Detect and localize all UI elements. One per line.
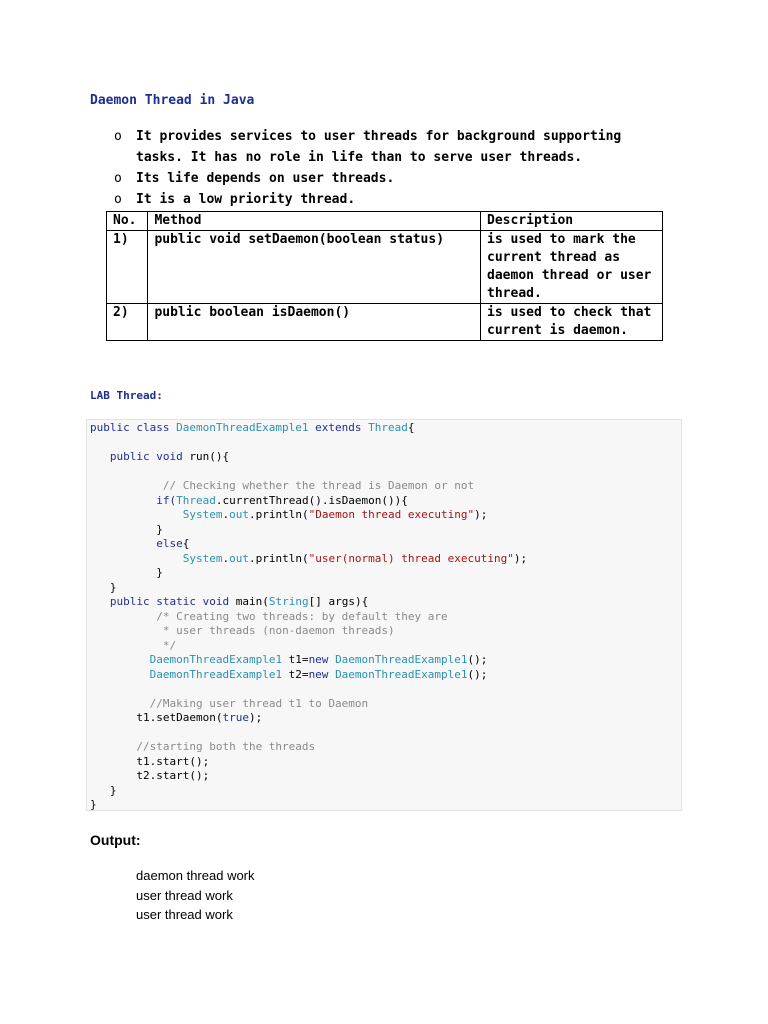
bullet-icon: o: [114, 192, 122, 207]
lab-heading: LAB Thread:: [90, 389, 163, 402]
bullet-icon: o: [114, 129, 122, 144]
cell-method: public boolean isDaemon(): [148, 304, 481, 341]
list-item: o It is a low priority thread.: [112, 189, 672, 210]
methods-table: [106, 211, 663, 341]
output-line: daemon thread work: [136, 868, 255, 883]
cell-method: public void setDaemon(boolean status): [148, 231, 481, 304]
header-method: Method: [148, 212, 481, 231]
output-heading: Output:: [90, 832, 141, 848]
cell-description: is used to mark the current thread as daemon thread or user thread.: [481, 231, 663, 304]
header-no: No.: [107, 212, 148, 231]
code-listing: public class DaemonThreadExample1 extends Thread{ public void run(){ // Checking whether the thread is Daemon or not if(Thread.currentThread().isDaemon()){ System.out.println("Daemon thread executing"); } else{ System.out.println("user(normal) thread executing"); } } public static void main(String[] args){ /* Creating two threads: by default they are * user threads (non-daemon threads) */ DaemonThreadExample1 t1=new DaemonThreadExample1(); DaemonThreadExample1 t2=new DaemonThreadExample1(); //Making user thread t1 to Daemon t1.setDaemon(true); //starting both the threads t1.start(); t2.start(); } }: [90, 421, 528, 811]
cell-no: 2): [107, 304, 148, 341]
bullet-icon: o: [114, 171, 122, 186]
table-row: [107, 304, 663, 341]
output-line: user thread work: [136, 907, 233, 922]
cell-no: 1): [107, 231, 148, 304]
output-line: user thread work: [136, 888, 233, 903]
cell-description: is used to check that current is daemon.: [481, 304, 663, 341]
table-header-row: [107, 212, 663, 231]
page-title: Daemon Thread in Java: [90, 93, 255, 108]
list-item: o It provides services to user threads for background supporting tasks. It has no role in life than to serve user threads.: [112, 126, 672, 168]
list-item: o Its life depends on user threads.: [112, 168, 672, 189]
bullet-list: [112, 126, 672, 210]
header-description: Description: [481, 212, 663, 231]
table-row: [107, 231, 663, 304]
